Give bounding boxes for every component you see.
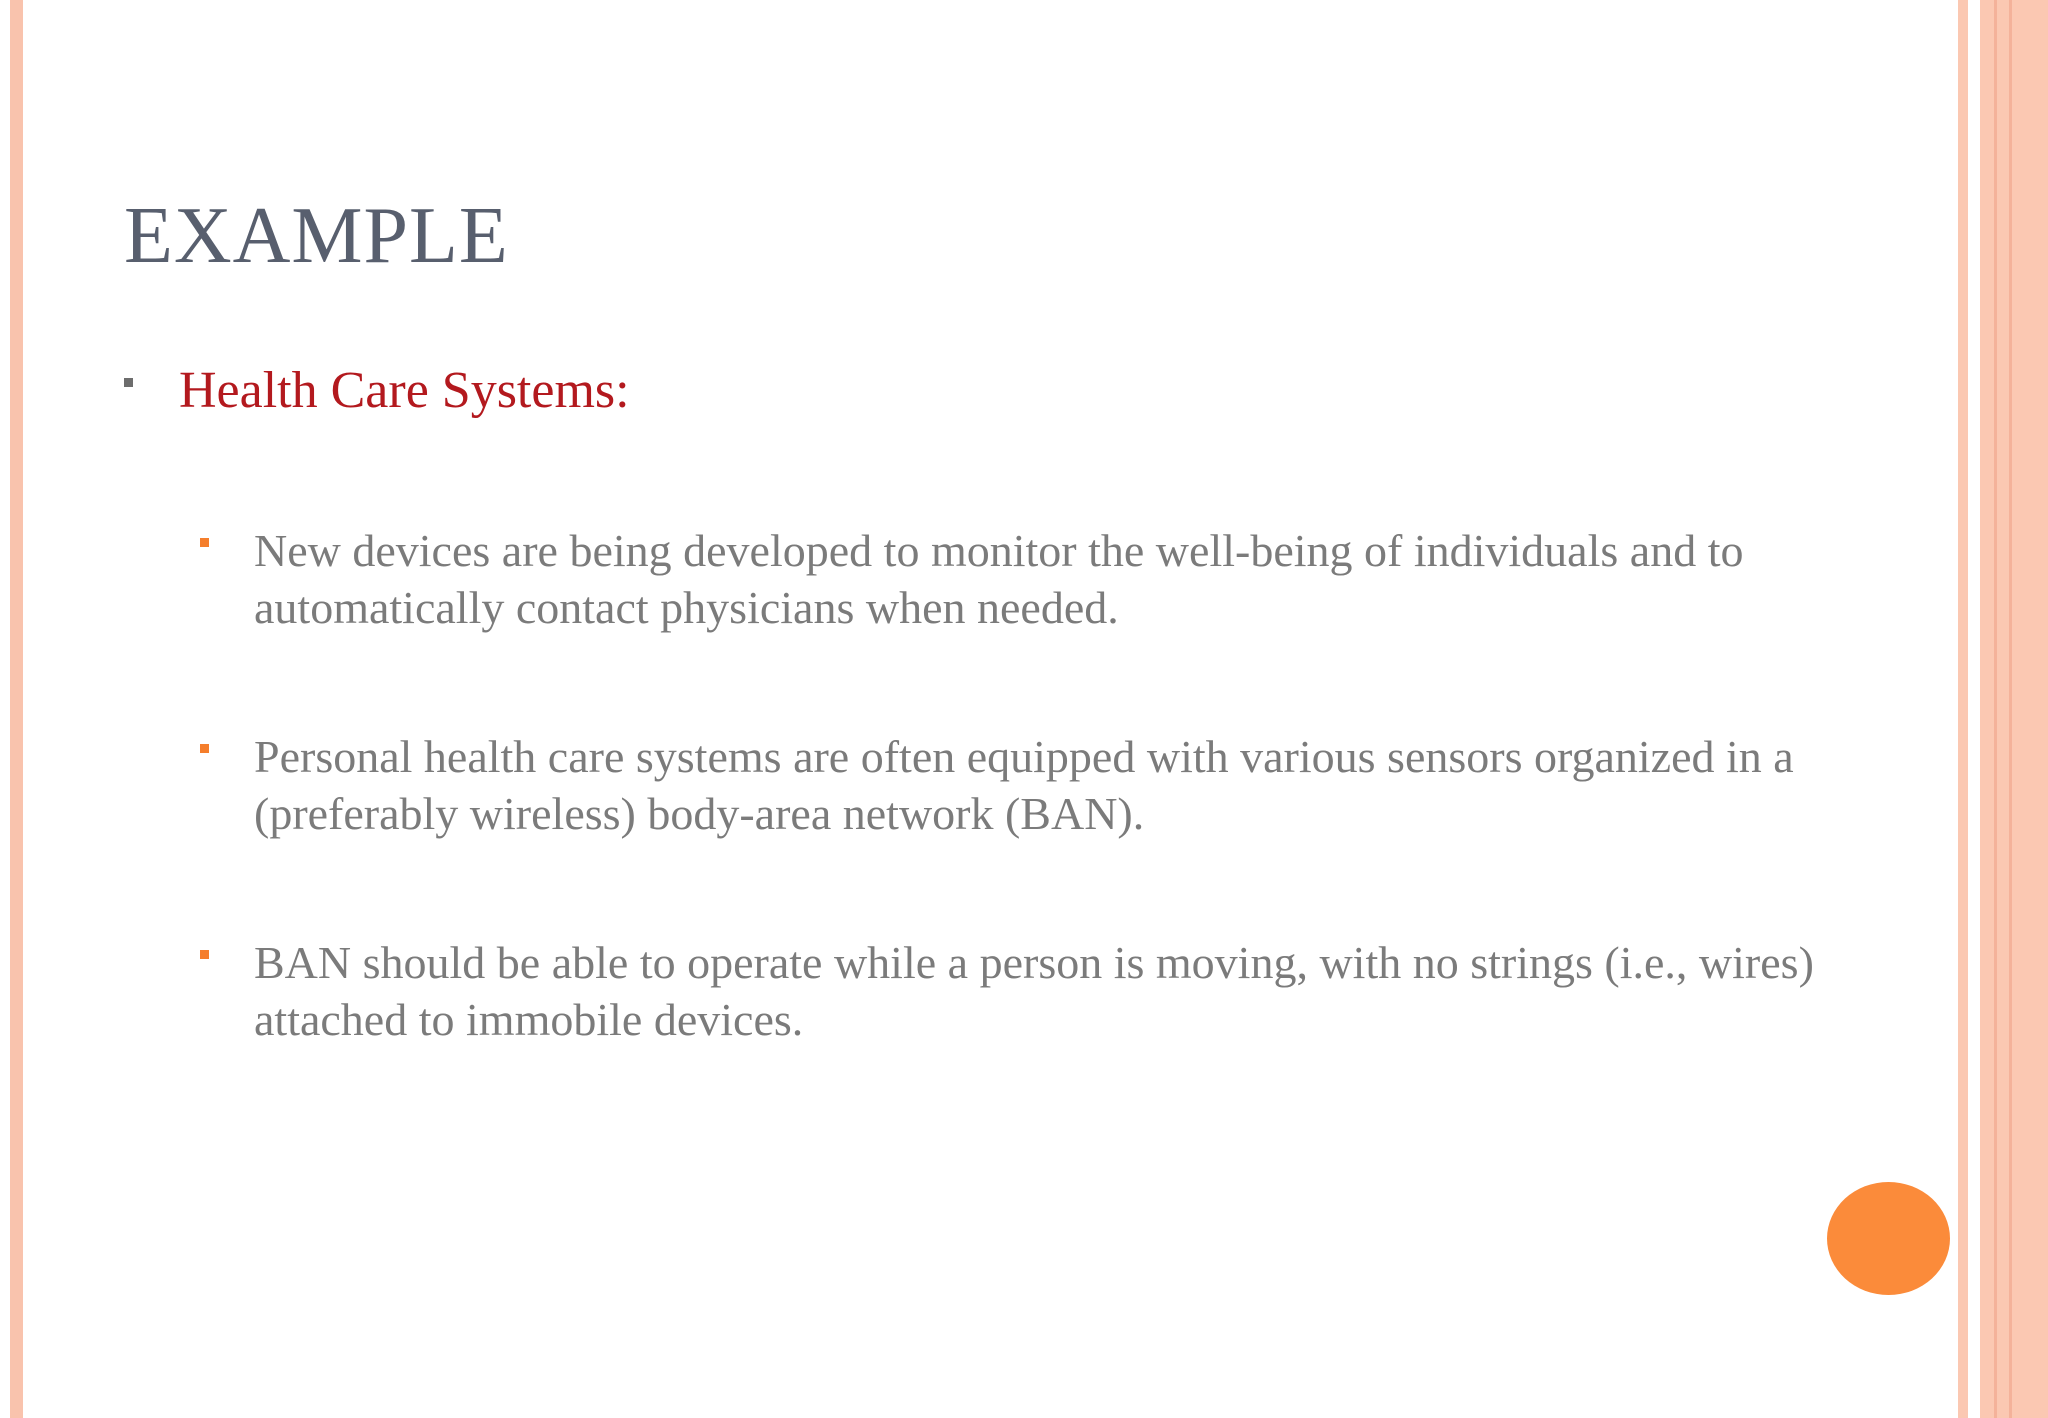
bullet-point-text: Personal health care systems are often equipped with various sensors organized in a (preferably wireless) body-area network (BAN). — [254, 731, 1794, 839]
square-bullet-icon — [200, 950, 209, 959]
right-border-stripe — [2012, 0, 2048, 1418]
right-border-stripe — [1958, 0, 1968, 1418]
right-border-stripe — [1997, 0, 2009, 1418]
right-border-gap — [1968, 0, 1980, 1418]
left-border-stripe — [10, 0, 23, 1418]
bullet-point-text: New devices are being developed to monitor the well-being of individuals and to automatically contact physicians when needed. — [254, 525, 1744, 633]
slide-title: EXAMPLE — [124, 192, 509, 280]
right-border-stripe — [1980, 0, 1994, 1418]
square-bullet-icon — [124, 378, 133, 387]
square-bullet-icon — [200, 538, 209, 547]
orange-circle-decoration — [1827, 1182, 1950, 1295]
section-heading: Health Care Systems: — [179, 362, 630, 419]
bullet-point-text: BAN should be able to operate while a person is moving, with no strings (i.e., wires) attached to immobile devices. — [254, 937, 1814, 1045]
square-bullet-icon — [200, 744, 209, 753]
